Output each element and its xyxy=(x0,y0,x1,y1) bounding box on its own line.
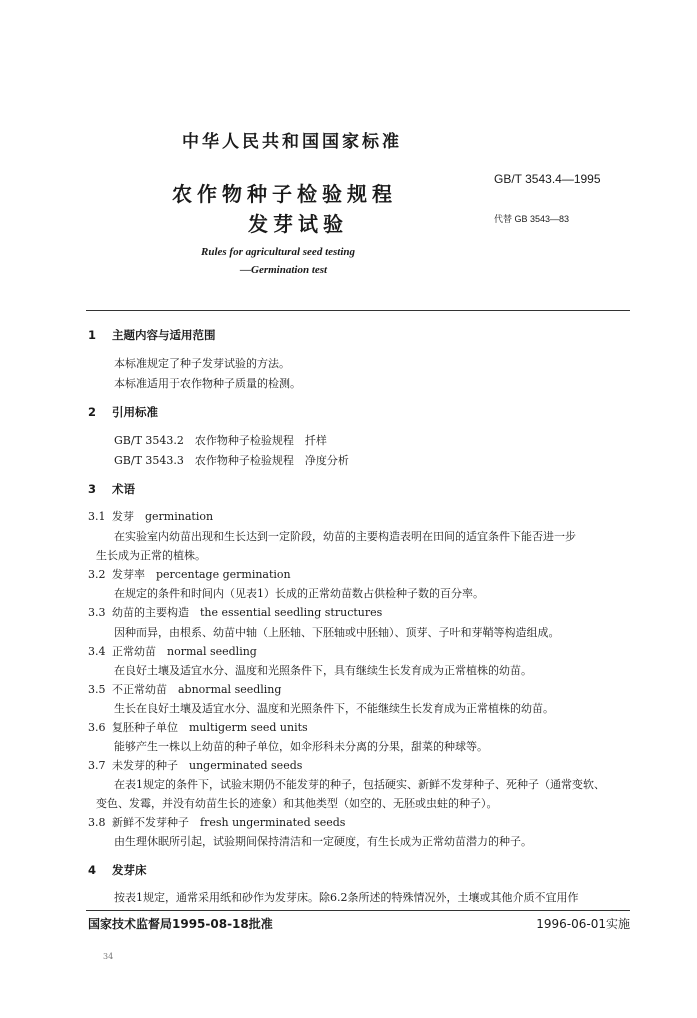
national-standard-label: 中华人民共和国国家标准 xyxy=(182,132,402,152)
footer-divider xyxy=(86,910,630,911)
reference-1: GB/T 3543.2 农作物种子检验规程 扦样 xyxy=(114,434,327,447)
term-3-5-definition: 生长在良好土壤及适宜水分、温度和光照条件下，不能继续生长发育成为正常植株的幼苗。 xyxy=(114,702,554,715)
page-number: 34 xyxy=(103,952,114,961)
standard-number: GB/T 3543.4—1995 xyxy=(494,172,601,186)
reference-2: GB/T 3543.3 农作物种子检验规程 净度分析 xyxy=(114,454,349,467)
term-3-4: 3.4 正常幼苗 normal seedling xyxy=(88,645,257,658)
document-title-line1: 农作物种子检验规程 xyxy=(172,182,397,206)
term-3-2-definition: 在规定的条件和时间内（见表1）长成的正常幼苗数占供检种子数的百分率。 xyxy=(114,587,484,600)
term-3-7-definition-1: 在表1规定的条件下，试验末期仍不能发芽的种子，包括硬实、新鲜不发芽种子、死种子（通常变软、 xyxy=(114,778,605,791)
approval-date: 国家技术监督局1995-08-18批准 xyxy=(88,917,273,931)
term-3-3-definition: 因种而异，由根系、幼苗中轴（上胚轴、下胚轴或中胚轴）、顶芽、子叶和芽鞘等构造组成。 xyxy=(114,626,560,639)
term-3-1-definition-1: 在实验室内幼苗出现和生长达到一定阶段，幼苗的主要构造表明在田间的适宜条件下能否进一步 xyxy=(114,530,576,543)
replaces-standard: 代替 GB 3543—83 xyxy=(494,214,570,224)
term-3-1: 3.1 发芽 germination xyxy=(88,510,214,523)
term-3-7-definition-2: 变色、发霉，并没有幼苗生长的迹象）和其他类型（如空的、无胚或虫蛀的种子）。 xyxy=(96,797,498,810)
english-title-line2: —Germination test xyxy=(240,264,328,276)
section-1-heading: 1 主题内容与适用范围 xyxy=(88,328,216,342)
term-3-7: 3.7 未发芽的种子 ungerminated seeds xyxy=(88,759,303,772)
term-3-6: 3.6 复胚种子单位 multigerm seed units xyxy=(88,721,308,734)
section-1-para-1: 本标准规定了种子发芽试验的方法。 xyxy=(114,357,290,370)
implementation-date: 1996-06-01实施 xyxy=(536,917,630,931)
section-3-heading: 3 术语 xyxy=(88,482,135,496)
term-3-1-definition-2: 生长成为正常的植株。 xyxy=(96,549,206,562)
term-3-3: 3.3 幼苗的主要构造 the essential seedling structures xyxy=(88,606,383,619)
english-title-line1: Rules for agricultural seed testing xyxy=(201,246,356,258)
term-3-8-definition: 由生理休眠所引起，试验期间保持清洁和一定硬度，有生长成为正常幼苗潜力的种子。 xyxy=(114,835,532,848)
term-3-2: 3.2 发芽率 percentage germination xyxy=(88,568,291,581)
document-title-line2: 发芽试验 xyxy=(248,212,348,236)
term-3-6-definition: 能够产生一株以上幼苗的种子单位，如伞形科未分离的分果，甜菜的种球等。 xyxy=(114,740,488,753)
term-3-8: 3.8 新鲜不发芽种子 fresh ungerminated seeds xyxy=(88,816,346,829)
section-4-para-1: 按表1规定，通常采用纸和砂作为发芽床。除6.2条所述的特殊情况外，土壤或其他介质不宜用作 xyxy=(114,891,579,904)
section-4-heading: 4 发芽床 xyxy=(88,863,147,877)
term-3-5: 3.5 不正常幼苗 abnormal seedling xyxy=(88,683,282,696)
header-divider xyxy=(86,310,630,311)
term-3-4-definition: 在良好土壤及适宜水分、温度和光照条件下，具有继续生长发育成为正常植株的幼苗。 xyxy=(114,664,532,677)
section-1-para-2: 本标准适用于农作物种子质量的检测。 xyxy=(114,377,301,390)
section-2-heading: 2 引用标准 xyxy=(88,405,158,419)
